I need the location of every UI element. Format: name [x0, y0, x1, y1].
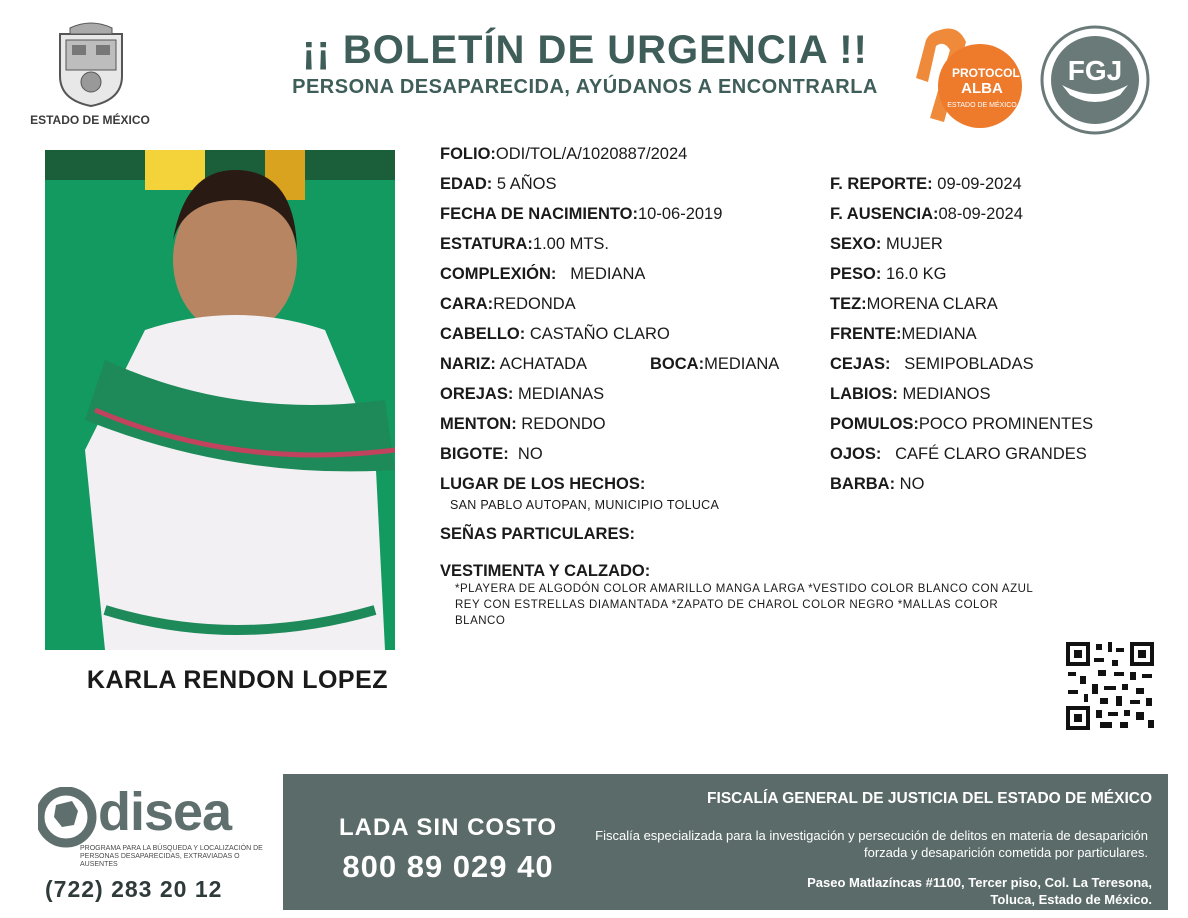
fgj-description: Fiscalía especializada para la investigación y persecución de delitos en materia de desaparición forzada y desaparición cometida por particulares. [595, 828, 1148, 860]
fgj-title: FISCALÍA GENERAL DE JUSTICIA DEL ESTADO DE MÉXICO [707, 790, 1152, 807]
estatura-row [440, 235, 609, 254]
barba-value: NO [899, 475, 925, 493]
address-line-2: Toluca, Estado de México. [990, 892, 1152, 907]
folio-value: ODI/TOL/A/1020887/2024 [495, 145, 688, 163]
bigote-row [440, 445, 543, 464]
folio-row [440, 145, 687, 164]
boca-row [650, 355, 779, 374]
frente-label: FRENTE: [830, 325, 902, 343]
cabello-value: CASTAÑO CLARO [529, 325, 670, 343]
lugar-value: SAN PABLO AUTOPAN, MUNICIPIO TOLUCA [450, 498, 720, 512]
labios-row [830, 385, 990, 404]
edad-row [440, 175, 556, 194]
estatura-value: 1.00 MTS. [532, 235, 610, 253]
complexion-label: COMPLEXIÓN: [440, 265, 557, 283]
peso-label: PESO: [830, 265, 882, 283]
senas-label: SEÑAS PARTICULARES: [440, 525, 635, 543]
cara-value: REDONDA [493, 295, 576, 313]
pomulos-label: POMULOS: [830, 415, 919, 433]
odisea-program-text: PROGRAMA PARA LA BÚSQUEDA Y LOCALIZACIÓN DE PERSONAS DESAPARECIDAS, EXTRAVIADAS O AUSENTES [80, 845, 263, 868]
estatura-label: ESTATURA: [440, 235, 533, 253]
labios-value: MEDIANOS [902, 385, 991, 403]
pomulos-row [830, 415, 1093, 434]
nariz-row [440, 355, 587, 374]
senas-row [440, 525, 635, 544]
fgj-seal [1040, 25, 1150, 135]
pomulos-value: POCO PROMINENTES [918, 415, 1094, 433]
odisea-phone[interactable]: (722) 283 20 12 [45, 876, 223, 902]
barba-row [830, 475, 924, 494]
boca-value: MEDIANA [704, 355, 780, 373]
bigote-value: NO [517, 445, 543, 463]
cabello-row [440, 325, 670, 344]
protocolo-text-1: PROTOCOLO [952, 66, 1030, 80]
tez-label: TEZ: [830, 295, 867, 313]
protocolo-alba-logo [900, 22, 1030, 132]
vestimenta-label: VESTIMENTA Y CALZADO: [440, 562, 651, 580]
sexo-row [830, 235, 943, 254]
state-label: ESTADO DE MÉXICO [30, 113, 150, 127]
lugar-row [440, 475, 645, 494]
fgj-seal-text: FGJ [1067, 55, 1123, 86]
nacimiento-row [440, 205, 722, 224]
odisea-wordmark: disea [98, 782, 232, 842]
edad-label: EDAD: [440, 175, 493, 193]
ausencia-value: 08-09-2024 [938, 205, 1023, 223]
edad-value: 5 AÑOS [496, 175, 557, 193]
cara-row [440, 295, 576, 314]
complexion-value: MEDIANA [570, 265, 646, 283]
protocolo-text-2: ALBA [961, 80, 1003, 97]
nacimiento-value: 10-06-2019 [638, 205, 723, 223]
nariz-label: NARIZ: [440, 355, 496, 373]
bulletin-subtitle: PERSONA DESAPARECIDA, AYÚDANOS A ENCONTRARLA [292, 76, 878, 98]
complexion-row [440, 265, 645, 284]
cabello-label: CABELLO: [440, 325, 526, 343]
missing-person-name: KARLA RENDON LOPEZ [86, 666, 389, 694]
boca-label: BOCA: [650, 355, 705, 373]
ausencia-label: F. AUSENCIA: [830, 205, 939, 223]
ojos-row [830, 445, 1087, 464]
cejas-row [830, 355, 1034, 374]
lugar-label: LUGAR DE LOS HECHOS: [440, 475, 646, 493]
tez-value: MORENA CLARA [866, 295, 998, 313]
vestimenta-value: *PLAYERA DE ALGODÓN COLOR AMARILLO MANGA LARGA *VESTIDO COLOR BLANCO CON AZUL REY CON ESTRELLAS DIAMANTADA *ZAPATO DE CHAROL COLOR NEGRO *MALLAS COLOR BLANCO [455, 583, 1033, 627]
orejas-label: OREJAS: [440, 385, 514, 403]
missing-person-photo [45, 150, 395, 650]
address-line-1: Paseo Matlazíncas #1100, Tercer piso, Col. La Teresona, [807, 875, 1152, 890]
ojos-label: OJOS: [830, 445, 882, 463]
folio-label: FOLIO: [440, 145, 496, 163]
barba-label: BARBA: [830, 475, 896, 493]
fgj-address [807, 874, 1152, 908]
nacimiento-label: FECHA DE NACIMIENTO: [440, 205, 638, 223]
reporte-value: 09-09-2024 [937, 175, 1022, 193]
qr-code[interactable] [1064, 640, 1156, 732]
reporte-row [830, 175, 1022, 194]
state-coat-of-arms [52, 20, 130, 108]
bulletin-title: ¡¡ BOLETÍN DE URGENCIA !! [302, 28, 868, 72]
menton-row [440, 415, 606, 434]
sexo-label: SEXO: [830, 235, 882, 253]
nariz-value: ACHATADA [499, 355, 587, 373]
lada-number[interactable]: 800 89 029 40 [342, 849, 554, 884]
frente-row [830, 325, 977, 344]
reporte-label: F. REPORTE: [830, 175, 933, 193]
tez-row [830, 295, 998, 314]
labios-label: LABIOS: [830, 385, 898, 403]
vestimenta-row [440, 562, 650, 581]
cara-label: CARA: [440, 295, 494, 313]
footer-band [283, 774, 1168, 910]
peso-value: 16.0 KG [885, 265, 947, 283]
ausencia-row [830, 205, 1023, 224]
bigote-label: BIGOTE: [440, 445, 509, 463]
orejas-row [440, 385, 604, 404]
frente-value: MEDIANA [901, 325, 977, 343]
peso-row [830, 265, 947, 284]
menton-label: MENTON: [440, 415, 517, 433]
cejas-label: CEJAS: [830, 355, 891, 373]
orejas-value: MEDIANAS [517, 385, 605, 403]
protocolo-text-3: ESTADO DE MÉXICO [947, 102, 1017, 109]
menton-value: REDONDO [521, 415, 606, 433]
cejas-value: SEMIPOBLADAS [904, 355, 1034, 373]
lada-label: LADA SIN COSTO [338, 814, 557, 841]
sexo-value: MUJER [885, 235, 943, 253]
ojos-value: CAFÉ CLARO GRANDES [895, 445, 1087, 463]
